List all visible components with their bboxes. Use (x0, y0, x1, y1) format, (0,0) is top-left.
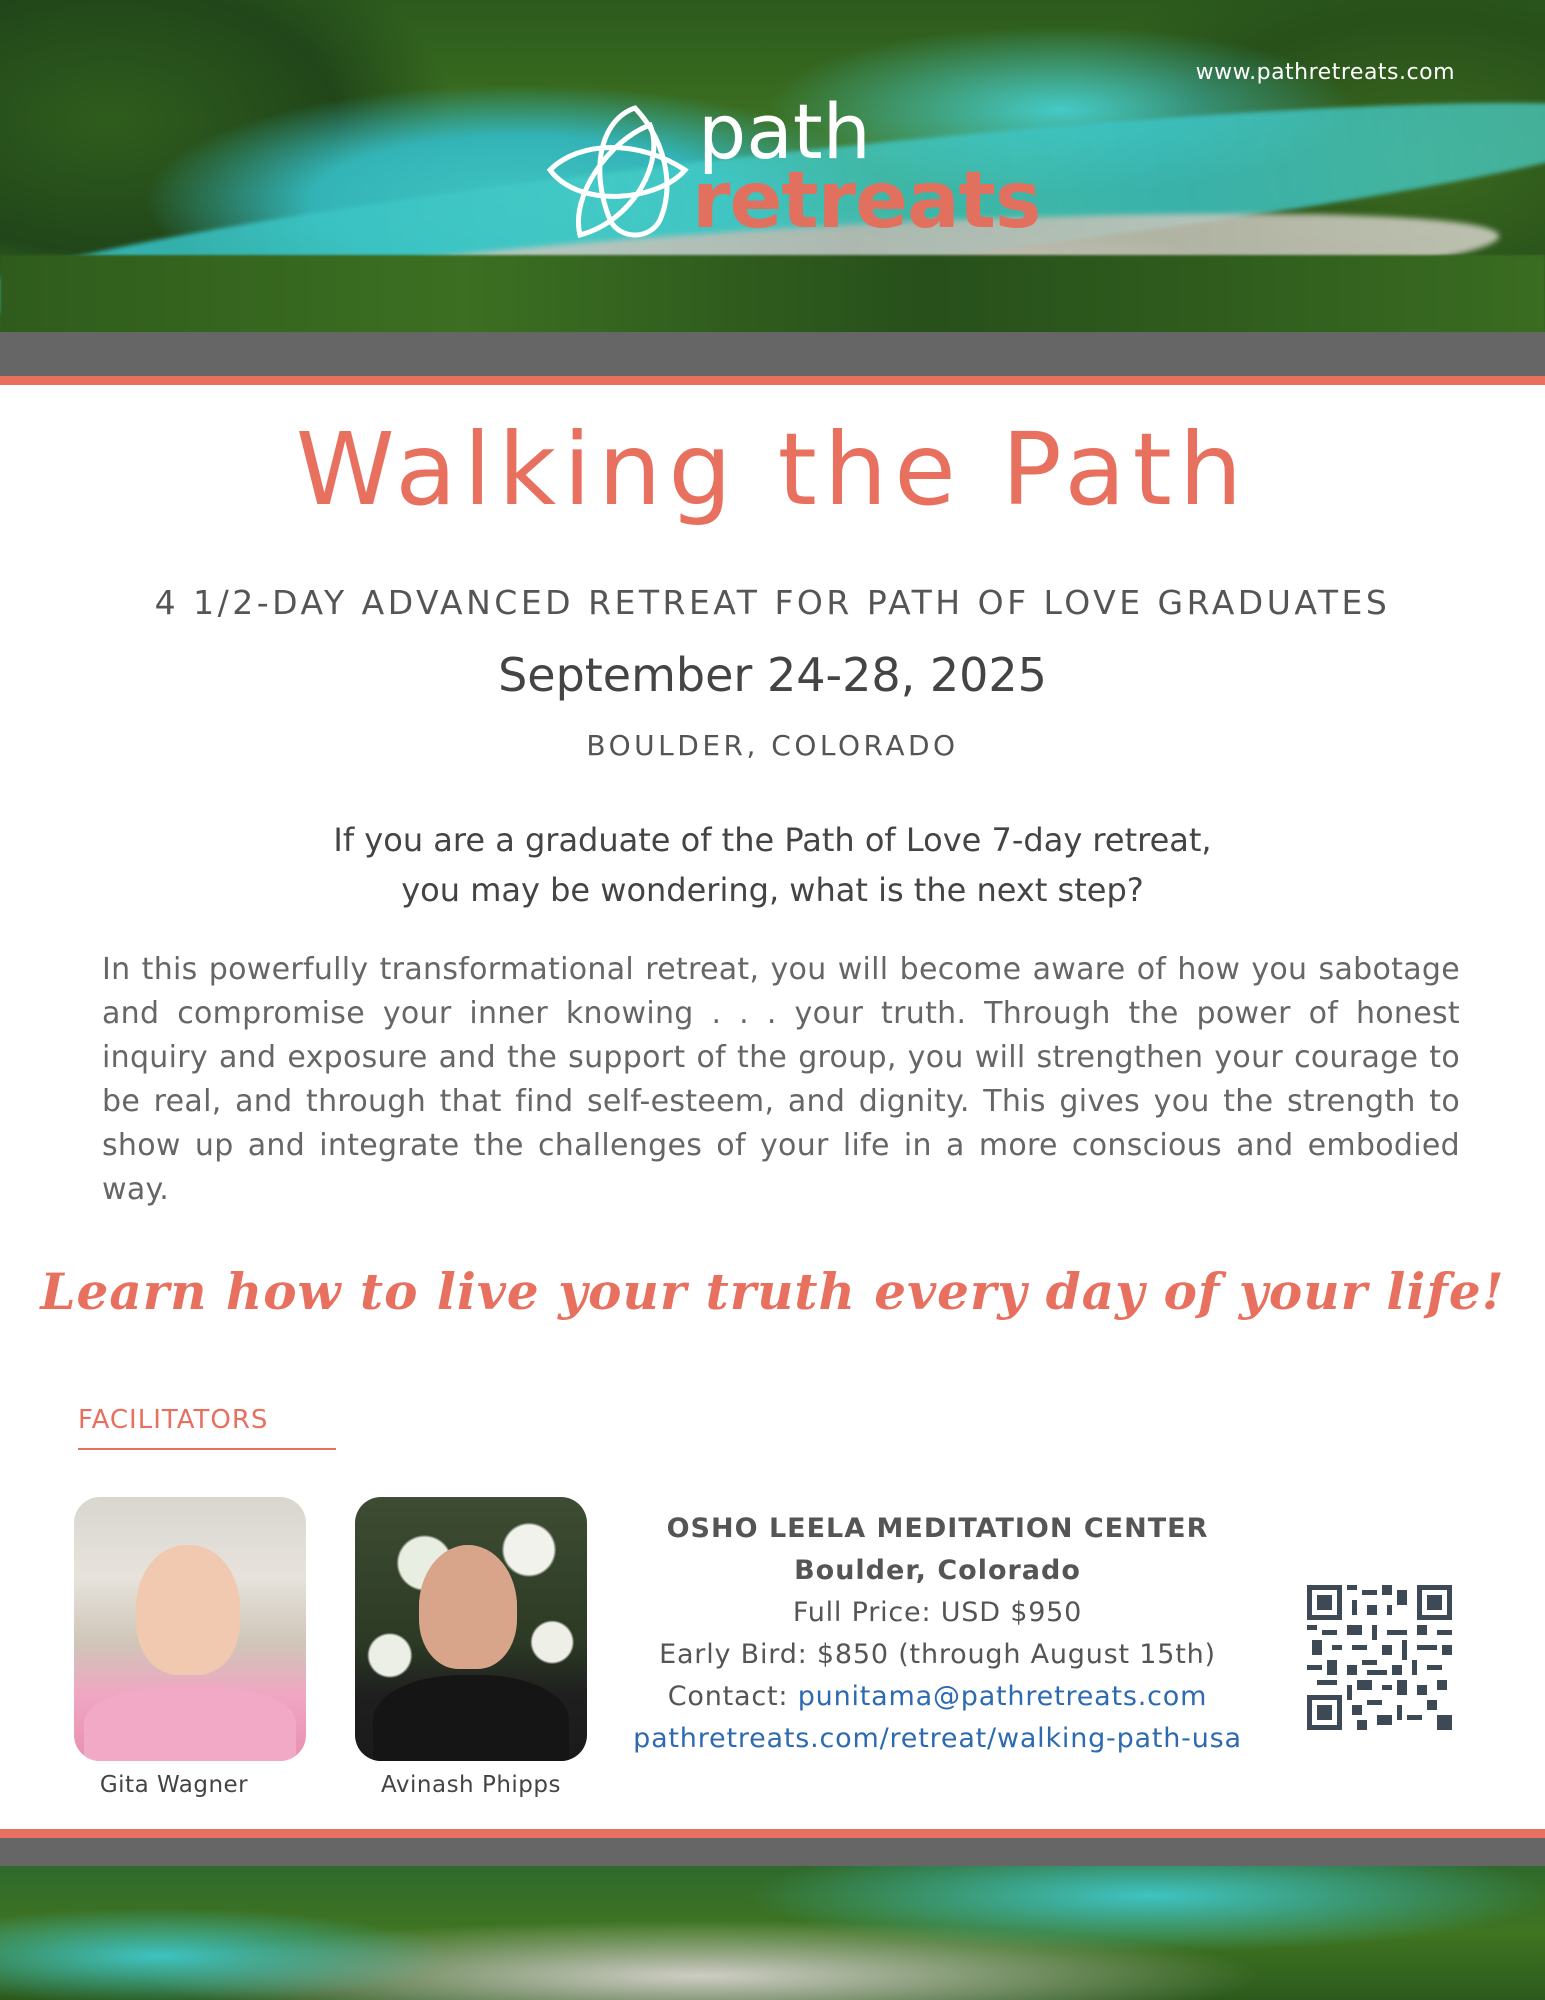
logo-knot-icon (540, 100, 700, 250)
facilitator-name-avinash: Avinash Phipps (381, 1772, 561, 1798)
retreat-url-link[interactable]: pathretreats.com/retreat/walking-path-usa (633, 1723, 1242, 1754)
qr-code-icon[interactable] (1307, 1585, 1452, 1730)
contact-email-link[interactable]: punitama@pathretreats.com (797, 1681, 1208, 1712)
path-retreats-logo (540, 87, 1041, 260)
facilitators-heading: FACILITATORS (78, 1405, 269, 1435)
facilitators-underline (78, 1448, 336, 1450)
early-bird-price: Early Bird: $850 (through August 15th) (659, 1639, 1216, 1670)
footer-banner-image (0, 1866, 1545, 2000)
header-divider-coral (0, 376, 1545, 385)
contact-line (615, 1676, 1260, 1718)
logo-word-path: path (698, 87, 871, 176)
face (136, 1545, 240, 1675)
footer-divider-grey (0, 1838, 1545, 1866)
venue-city: Boulder, Colorado (794, 1555, 1081, 1586)
facilitator-photo-gita (74, 1497, 306, 1761)
event-location: BOULDER, COLORADO (586, 729, 959, 762)
page-title: Walking the Path (295, 411, 1250, 528)
venue-info (615, 1508, 1260, 1760)
header-divider-grey (0, 332, 1545, 376)
intro-question-line-1: If you are a graduate of the Path of Love 7-day retreat, (333, 821, 1212, 859)
tagline: Learn how to live your truth every day of your life! (40, 1262, 1505, 1321)
event-subtitle: 4 1/2-DAY ADVANCED RETREAT FOR PATH OF LOVE GRADUATES (154, 583, 1391, 622)
contact-label: Contact: (667, 1681, 789, 1712)
shirt (373, 1675, 569, 1761)
shirt (84, 1687, 296, 1761)
website-link[interactable]: www.pathretreats.com (1195, 60, 1455, 85)
full-price: Full Price: USD $950 (792, 1597, 1083, 1628)
forest-illustration (0, 255, 1545, 332)
facilitator-photo-avinash (355, 1497, 587, 1761)
event-dates: September 24-28, 2025 (498, 648, 1047, 702)
logo-word-retreats: retreats (692, 156, 1041, 246)
venue-name: OSHO LEELA MEDITATION CENTER (666, 1513, 1209, 1544)
intro-question-line-2: you may be wondering, what is the next step? (401, 871, 1144, 909)
intro-body-paragraph: In this powerfully transformational retreat, you will become aware of how you sabotage and compromise your inner knowing . . . your truth. Through the power of honest inquiry and exposure and the support of the group, you will strengthen your courage to be real, and through that find self-esteem, and dignity. This gives you the strength to show up and integrate the challenges of your life in a more conscious and embodied way. (102, 952, 1460, 1207)
face (419, 1545, 517, 1669)
intro-question (0, 815, 1545, 915)
header-banner-image (0, 0, 1545, 332)
facilitator-name-gita: Gita Wagner (99, 1772, 249, 1798)
footer-divider-coral (0, 1829, 1545, 1838)
